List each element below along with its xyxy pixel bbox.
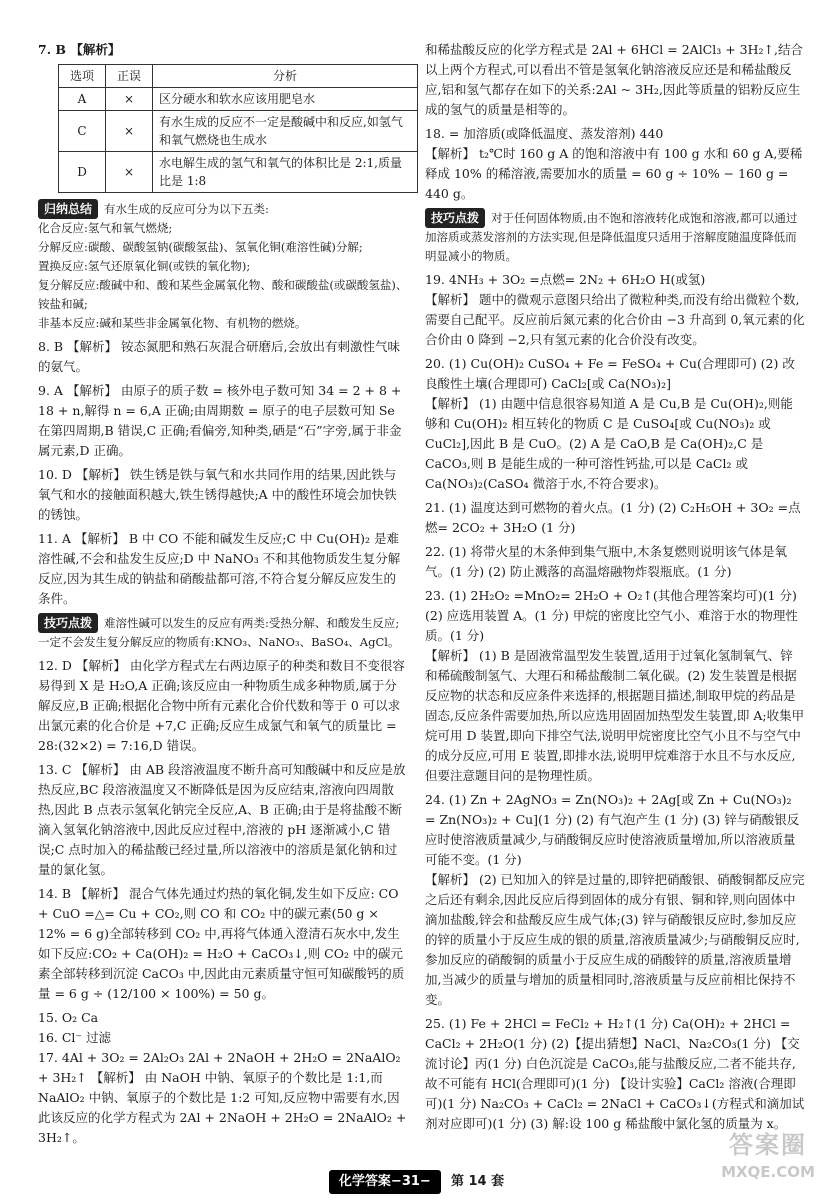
answer-14: 14. B 【解析】 混合气体先通过灼热的氧化铜,发生如下反应: CO + CuO =△= Cu + CO₂,则 CO 和 CO₂ 中的碳元素(50 g × 12% = 6 g)全部转移到 CO₂ 中,再将气体通入澄清石灰水中,发生如下反应:CO₂ + Ca(OH)₂ = H₂O + CaCO₃↓,则 CO₂ 中的碳元素全部转移到沉淀 CaCO₃ 中,因此由元素质量守恒可知碳酸钙的质量 = 6 g ÷ (12/100 × 100%) = 50 g。 <box>38 886 405 1001</box>
row-text: 水电解生成的氢气和氧气的体积比是 2:1,质量比是 1:8 <box>153 152 418 193</box>
answer-25: 25. (1) Fe + 2HCl = FeCl₂ + H₂↑(1 分) Ca(OH)₂ + 2HCl = CaCl₂ + 2H₂O(1 分) (2)【提出猜想】NaCl、Na₂CO₃(1 分) 【交流讨论】丙(1 分) 白色沉淀是 CaCO₃,能与盐酸反应,二者不能共存,故不可能有 HCl(合理即可)(1 分) 【设计实验】CaCl₂ 溶液(合理即可)(1 分) Na₂CO₃ + CaCl₂ = 2NaCl + CaCO₃↓(方程式和滴加试剂对应即可)(1 分) (3) 解:设 100 g 稀盐酸中氯化氢的质量为 x。 <box>425 1016 805 1131</box>
answer-22: 22. (1) 将带火星的木条伸到集气瓶中,木条复燃则说明该气体是氧气。(1 分) (2) 防止溅落的高温熔融物炸裂瓶底。(1 分) <box>425 544 788 579</box>
answer-18: 18. = 加溶质(或降低温度、蒸发溶剂) 440 <box>425 126 664 141</box>
row-option: C <box>59 111 106 152</box>
row-mark: × <box>106 88 153 111</box>
answer-20-analysis: 【解析】 (1) 由题中信息很容易知道 A 是 Cu,B 是 Cu(OH)₂,则能够和 Cu(OH)₂ 相互转化的物质 C 是 CuSO₄[或 Cu(NO₃)₂ 或 CuCl₂],因此 B 是 CuO。(2) A 是 CaO,B 是 Ca(OH)₂,C 是 CaCO₃,则 B 是能生成的一种可溶性钙盐,可以是 CaCl₂ 或 Ca(NO₃)₂(CaSO₄ 微溶于水,不符合要求)。 <box>425 396 793 491</box>
header-correct: 正误 <box>106 65 153 88</box>
table-row <box>59 88 418 111</box>
answer-9: 9. A 【解析】 由原子的质子数 = 核外电子数可知 34 = 2 + 8 + 18 + n,解得 n = 6,A 正确;由周期数 = 原子的电子层数可知 Se 在第四周期,B 错误,C 正确;看偏旁,知种类,硒是“石”字旁,属于非金属元素,D 正确。 <box>38 383 402 458</box>
summary-tag: 归纳总结 <box>38 199 98 219</box>
footer-label: 化学答案−31− <box>329 1170 441 1194</box>
header-option: 选项 <box>59 65 106 88</box>
row-text: 有水生成的反应不一定是酸碱中和反应,如氢气和氧气燃烧也生成水 <box>153 111 418 152</box>
row-option: A <box>59 88 106 111</box>
answer-19-analysis: 【解析】 题中的微观示意图只给出了微粒种类,而没有给出微粒个数,需要自己配平。反应前后氮元素的化合价由 −3 升高到 0,氧元素的化合价由 0 降到 −2,只有氢元素的化合价没有改变。 <box>425 292 805 347</box>
analysis-table <box>58 64 418 193</box>
summary-box <box>38 199 408 333</box>
tip-box <box>38 613 408 652</box>
table-row <box>59 152 418 193</box>
table-row <box>59 111 418 152</box>
summary-intro: 有水生成的反应可分为以下五类: <box>104 202 269 216</box>
summary-item: 化合反应:氢气和氧气燃烧; <box>38 221 173 235</box>
row-mark: × <box>106 111 153 152</box>
tip-tag: 技巧点拨 <box>38 613 98 633</box>
answer-21: 21. (1) 温度达到可燃物的着火点。(1 分) (2) C₂H₅OH + 3O₂ =点燃= 2CO₂ + 3H₂O (1 分) <box>425 500 801 535</box>
left-column <box>38 40 408 1148</box>
tip-text: 难溶性碱可以发生的反应有两类:受热分解、和酸发生反应;一定不会发生复分解反应的物质有:KNO₃、NaNO₃、BaSO₄、AgCl。 <box>38 616 400 649</box>
answer-24-analysis: 【解析】 (2) 已知加入的锌是过量的,即锌把硝酸银、硝酸铜都反应完之后还有剩余,因此反应后得到固体的成分有银、铜和锌,则向固体中滴加盐酸,锌会和盐酸反应生成气体;(3) 锌与硝酸银反应时,参加反应的锌的质量小于反应生成的银的质量,溶液质量减少;与硝酸铜反应时,参加反应的硝酸铜的质量小于反应生成的硝酸锌的质量,溶液质量增加,当减少的质量与增加的质量相同时,溶液质量与反应前相比保持不变。 <box>425 872 805 1007</box>
answer-17-cont: 和稀盐酸反应的化学方程式是 2Al + 6HCl = 2AlCl₃ + 3H₂↑,结合以上两个方程式,可以看出不管是氢氧化钠溶液反应还是和稀盐酸反应,铝和氢气都存在如下的关系:2Al ~ 3H₂,因此等质量的铝粉反应生成的氢气的质量是相等的。 <box>425 42 803 117</box>
tip-text-2: 对于任何固体物质,由不饱和溶液转化成饱和溶液,都可以通过加溶质或蒸发溶剂的方法实现,但是降低温度只适用于溶解度随温度降低而明显减小的物质。 <box>425 211 798 263</box>
row-option: D <box>59 152 106 193</box>
watermark-text: 答案圈 <box>729 1131 807 1159</box>
answer-8: 8. B 【解析】 铵态氮肥和熟石灰混合研磨后,会放出有刺激性气味的氨气。 <box>38 339 401 374</box>
tip-box-2 <box>425 208 805 266</box>
answer-23-analysis: 【解析】 (1) B 是固液常温型发生装置,适用于过氧化氢制氧气、锌和稀硫酸制氢气、大理石和稀盐酸制二氧化碳。(2) 发生装置是根据反应物的状态和反应条件来选择的,根据题目描述,制取甲烷的药品是固态,反应条件需要加热,所以应选用固固加热型发生装置,即 A;收集甲烷可用 D 装置,即向下排空气法,说明甲烷密度比空气小且不与空气中的成分反应,可用 E 装置,即排水法,说明甲烷难溶于水且不与水反应,但要注意题目问的是物理性质。 <box>425 648 805 783</box>
answer-23: 23. (1) 2H₂O₂ =MnO₂= 2H₂O + O₂↑(其他合理答案均可)(1 分) (2) 应选用装置 A。(1 分) 甲烷的密度比空气小、难溶于水的物理性质。(1 分) <box>425 588 798 643</box>
summary-item: 复分解反应:酸碱中和、酸和某些金属氧化物、酸和碳酸盐(或碳酸氢盐)、铵盐和碱; <box>38 278 408 311</box>
q7-head: 7. B 【解析】 <box>38 42 121 57</box>
answer-20: 20. (1) Cu(OH)₂ CuSO₄ + Fe = FeSO₄ + Cu(合理即可) (2) 改良酸性土壤(合理即可) CaCl₂[或 Ca(NO₃)₂] <box>425 356 795 391</box>
answer-10: 10. D 【解析】 铁生锈是铁与氧气和水共同作用的结果,因此铁与氧气和水的接触面积越大,铁生锈得越快;A 中的酸性环境会加快铁的锈蚀。 <box>38 467 397 522</box>
summary-item: 非基本反应:碱和某些非金属氧化物、有机物的燃烧。 <box>38 316 307 330</box>
tip-tag-2: 技巧点拨 <box>425 208 485 228</box>
page-footer <box>0 1170 833 1194</box>
summary-item: 置换反应:氢气还原氧化铜(或铁的氧化物); <box>38 259 251 273</box>
answer-16: 16. Cl⁻ 过滤 <box>38 1030 111 1045</box>
row-mark: × <box>106 152 153 193</box>
watermark-url: MXQE.COM <box>721 1163 815 1181</box>
header-analysis: 分析 <box>153 65 418 88</box>
answer-12: 12. D 【解析】 由化学方程式左右两边原子的种类和数目不变很容易得到 X 是 H₂O,A 正确;该反应由一种物质生成多种物质,属于分解反应,B 正确;根据化合物中所有元素化合价代数和等于 0 可以求出氯元素的化合价是 +7,C 正确;反应生成氯气和氧气的质量比 = 28:(32×2) = 7:16,D 错误。 <box>38 658 405 753</box>
answer-11: 11. A 【解析】 B 中 CO 不能和碱发生反应;C 中 Cu(OH)₂ 是难溶性碱,不会和盐发生反应;D 中 NaNO₃ 不和其他物质发生复分解反应,因为其生成的钠盐和硝酸盐都可溶,不符合复分解反应发生的条件。 <box>38 531 401 606</box>
answer-13: 13. C 【解析】 由 AB 段溶液温度不断升高可知酸碱中和反应是放热反应,BC 段溶液温度又不断降低是因为反应结束,溶液向四周散热,因此 B 点表示氢氧化钠完全反应,A、B 正确;由于是将盐酸不断滴入氢氧化钠溶液中,因此反应过程中,溶液的 pH 逐渐减小,C 错误;C 点时加入的稀盐酸已经过量,所以溶液中的溶质是氯化钠和过量的氯化氢。 <box>38 762 406 877</box>
row-text: 区分硬水和软水应该用肥皂水 <box>153 88 418 111</box>
answer-15: 15. O₂ Ca <box>38 1010 99 1025</box>
watermark-logo <box>713 1128 823 1190</box>
answer-19: 19. 4NH₃ + 3O₂ =点燃= 2N₂ + 6H₂O H(或氢) <box>425 272 706 287</box>
answer-24: 24. (1) Zn + 2AgNO₃ = Zn(NO₃)₂ + 2Ag[或 Zn + Cu(NO₃)₂ = Zn(NO₃)₂ + Cu](1 分) (2) 有气泡产生 (1 分) (3) 锌与硝酸银反应时使溶液质量减少,与硝酸铜反应时使溶液质量增加,所以溶液质量可能不变。(1 分) <box>425 792 800 867</box>
summary-item: 分解反应:碳酸、碳酸氢钠(碳酸氢盐)、氢氧化铜(难溶性碱)分解; <box>38 240 363 254</box>
answer-17: 17. 4Al + 3O₂ = 2Al₂O₃ 2Al + 2NaOH + 2H₂O = 2NaAlO₂ + 3H₂↑ 【解析】 由 NaOH 中钠、氧原子的个数比是 1:1,而 NaAlO₂ 中钠、氧原子的个数比是 1:2 可知,反应物中需要有水,因此该反应的化学方程式为 2Al + 2NaOH + 2H₂O = 2NaAlO₂ + 3H₂↑。 <box>38 1050 407 1145</box>
right-column <box>425 40 805 1134</box>
table-header-row <box>59 65 418 88</box>
footer-set: 第 14 套 <box>450 1174 505 1189</box>
answer-18-analysis: 【解析】 t₂℃时 160 g A 的饱和溶液中有 100 g 水和 60 g A,要稀释成 10% 的稀溶液,需要加水的质量 = 60 g ÷ 10% − 160 g = 440 g。 <box>425 146 803 201</box>
